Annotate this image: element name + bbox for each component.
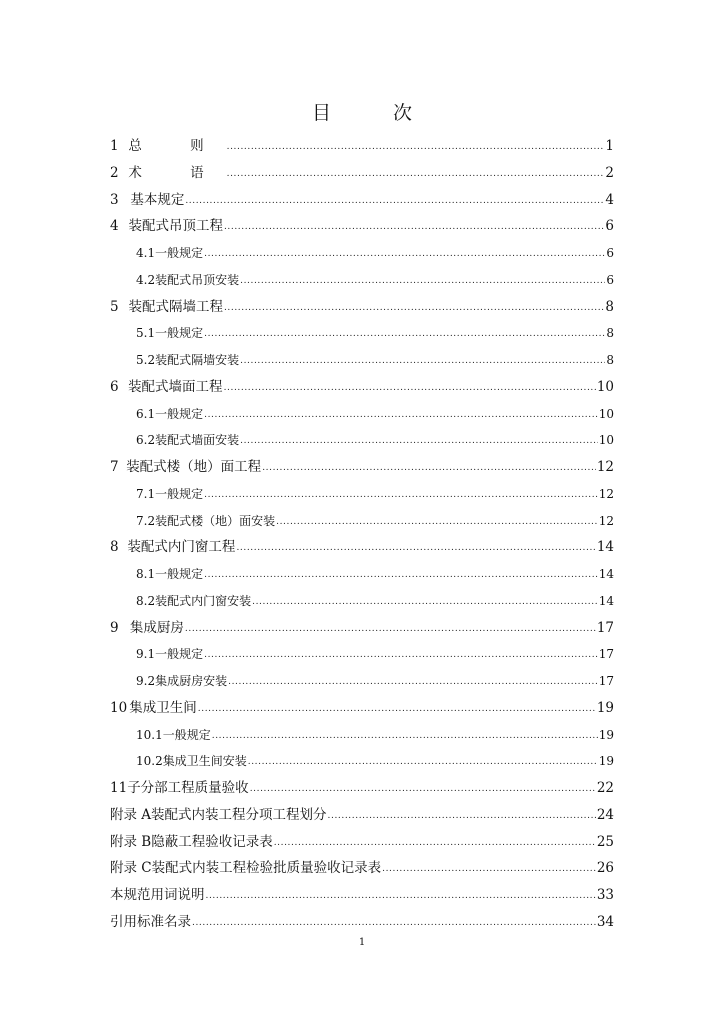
- toc-entry-number: 5.2: [136, 353, 156, 367]
- toc-entry[interactable]: [136, 748, 614, 770]
- toc-entry[interactable]: [110, 213, 614, 235]
- toc-entry-page: 6: [606, 246, 614, 260]
- toc-entry[interactable]: [136, 588, 614, 610]
- toc-entry[interactable]: [136, 320, 614, 342]
- toc-entry-page: 17: [598, 647, 614, 662]
- toc-entry-title: 一般规定: [155, 246, 204, 260]
- toc-dot-leader: [228, 676, 598, 690]
- toc-dot-leader: [192, 917, 596, 931]
- toc-entry[interactable]: [110, 160, 614, 182]
- toc-entry-number: 6.1: [136, 406, 156, 421]
- toc-entry-number: 10.2: [136, 754, 163, 769]
- toc-entry-page: 8: [606, 353, 614, 367]
- toc-entry[interactable]: [110, 454, 614, 476]
- toc-entry-title: 一般规定: [155, 326, 204, 341]
- toc-entry[interactable]: [110, 133, 614, 155]
- toc-entry-title: 本规范用词说明: [110, 887, 205, 903]
- toc-entry-page: 26: [596, 860, 614, 877]
- toc-dot-leader: [274, 837, 596, 851]
- toc-entry-title: 子分部工程质量验收: [127, 780, 249, 796]
- toc-entry[interactable]: [136, 427, 614, 449]
- toc-entry-title: 装配式墙面安装: [155, 433, 240, 448]
- toc-entry-title: 集成卫生间安装: [162, 754, 247, 769]
- toc-entry-page: 4: [605, 191, 614, 208]
- toc-entry-page: 10: [598, 433, 614, 448]
- toc-entry[interactable]: [110, 294, 614, 316]
- toc-dot-leader: [252, 596, 598, 610]
- toc-entry-title: 一般规定: [155, 647, 204, 662]
- toc-dot-leader: [262, 462, 596, 476]
- toc-dot-leader: [204, 569, 598, 583]
- toc-entry-number: 1: [110, 138, 119, 154]
- toc-dot-leader: [248, 756, 598, 770]
- toc-entry[interactable]: [110, 882, 614, 904]
- toc-entry[interactable]: [110, 855, 614, 877]
- toc-entry-page: 34: [596, 913, 614, 930]
- toc-entry-number: 7: [110, 459, 119, 475]
- page-title: 目 次: [311, 102, 441, 124]
- toc-dot-leader: [204, 328, 605, 342]
- toc-entry[interactable]: [110, 695, 614, 717]
- toc-entry-number: 8.2: [136, 593, 156, 608]
- toc-entry-number: 3: [110, 191, 119, 208]
- toc-entry[interactable]: [136, 481, 614, 503]
- toc-entry-title: 装配式隔墙安装: [155, 353, 240, 367]
- toc-entry-title: 装配式内装工程检验批质量验收记录表: [151, 860, 382, 877]
- toc-dot-leader: [212, 730, 598, 744]
- toc-entry[interactable]: [110, 187, 614, 209]
- toc-entry-number: 11: [110, 780, 128, 796]
- toc-entry-title: 一般规定: [155, 567, 204, 581]
- toc-entry-number: 5.1: [136, 326, 156, 341]
- toc-entry-title: 一般规定: [162, 727, 211, 742]
- toc-entry[interactable]: [110, 534, 614, 556]
- toc-entry-page: 22: [596, 780, 614, 796]
- toc-entry-page: 14: [596, 539, 614, 556]
- toc-dot-leader: [236, 542, 595, 556]
- toc-entry-title: 装配式隔墙工程: [128, 298, 223, 315]
- toc-dot-leader: [328, 810, 596, 824]
- toc-entry-page: 19: [596, 699, 614, 716]
- toc-entry-page: 17: [598, 674, 614, 688]
- toc-entry-title: 集成卫生间: [129, 699, 197, 716]
- toc-entry-page: 19: [598, 754, 614, 769]
- toc-entry-page: 6: [605, 218, 614, 235]
- toc-entry-title: 集成厨房安装: [155, 674, 228, 688]
- toc-entry-number: 附录 A: [110, 806, 152, 823]
- toc-entry-title: 装配式内装工程分项工程划分: [151, 806, 327, 823]
- toc-entry-title: 装配式墙面工程: [128, 378, 223, 395]
- toc-entry-page: 10: [598, 406, 614, 421]
- toc-entry-number: 8.1: [136, 567, 156, 581]
- toc-entry-number: 9.1: [136, 647, 156, 662]
- toc-dot-leader: [224, 221, 604, 235]
- toc-entry-page: 14: [598, 567, 614, 581]
- toc-entry[interactable]: [136, 347, 614, 369]
- toc-entry-title: 总 则: [128, 138, 226, 154]
- toc-entry-page: 12: [598, 486, 614, 501]
- toc-entry[interactable]: [136, 722, 614, 744]
- toc-entry-number: 7.2: [136, 513, 156, 528]
- toc-entry-number: 8: [110, 539, 119, 556]
- toc-entry[interactable]: [136, 240, 614, 262]
- toc-entry-title: 隐蔽工程验收记录表: [151, 833, 273, 850]
- toc-entry-page: 6: [606, 272, 614, 287]
- toc-entry-title: 装配式楼（地）面安装: [155, 513, 276, 528]
- toc-entry[interactable]: [136, 668, 614, 690]
- toc-entry-number: 4: [110, 218, 119, 235]
- toc-dot-leader: [227, 141, 605, 155]
- toc-entry-title: 装配式吊顶安装: [155, 272, 240, 287]
- toc-entry[interactable]: [136, 401, 614, 423]
- toc-entry-page: 14: [598, 593, 614, 608]
- toc-entry-title: 基本规定: [130, 191, 185, 208]
- toc-entry-page: 12: [598, 513, 614, 528]
- toc-entry[interactable]: [110, 374, 614, 396]
- toc-entry[interactable]: [136, 508, 614, 530]
- toc-entry-page: 8: [605, 298, 614, 315]
- toc-dot-leader: [382, 863, 596, 877]
- toc-entry-number: 4.1: [136, 246, 156, 260]
- toc-entry[interactable]: [110, 909, 614, 931]
- toc-entry-title: 一般规定: [155, 406, 204, 421]
- toc-entry[interactable]: [136, 561, 614, 583]
- toc-entry-number: 6: [110, 378, 119, 395]
- toc-dot-leader: [224, 302, 604, 316]
- toc-entry-title: 集成厨房: [129, 619, 184, 636]
- toc-dot-leader: [250, 783, 596, 797]
- toc-entry-number: 6.2: [136, 433, 156, 448]
- toc-entry-title: 装配式楼（地）面工程: [126, 459, 262, 475]
- toc-entry-page: 10: [596, 378, 614, 395]
- toc-dot-leader: [206, 890, 596, 904]
- toc-entry-page: 17: [596, 619, 614, 636]
- toc-entry-number: 2: [110, 164, 119, 181]
- toc-entry-number: 附录 C: [110, 860, 152, 877]
- toc-entry-title: 装配式内门窗安装: [155, 593, 252, 608]
- toc-entry-page: 8: [606, 326, 614, 341]
- toc-dot-leader: [198, 703, 596, 717]
- toc-entry-number: 7.1: [136, 486, 156, 501]
- toc-entry-page: 33: [596, 887, 614, 903]
- toc-entry-number: 9.2: [136, 674, 156, 688]
- toc-dot-leader: [204, 489, 598, 503]
- toc-entry-number: 10.1: [136, 727, 163, 742]
- toc-entry-number: 9: [110, 619, 119, 636]
- toc-entry[interactable]: [110, 829, 614, 851]
- toc-dot-leader: [185, 195, 604, 209]
- toc-entry-page: 24: [596, 806, 614, 823]
- toc-entry[interactable]: [110, 615, 614, 637]
- toc-entry-number: 5: [110, 298, 119, 315]
- toc-dot-leader: [224, 382, 596, 396]
- toc-dot-leader: [240, 275, 605, 289]
- toc-entry-page: 19: [598, 727, 614, 742]
- toc-entry-number: 4.2: [136, 272, 156, 287]
- toc-dot-leader: [185, 623, 596, 637]
- toc-entry[interactable]: [136, 267, 614, 289]
- toc-entry[interactable]: [136, 641, 614, 663]
- toc-entry-page: 12: [596, 459, 614, 475]
- toc-dot-leader: [204, 649, 598, 663]
- toc-entry-page: 1: [605, 138, 614, 154]
- toc-entry-page: 25: [596, 833, 614, 850]
- toc-entry-title: 引用标准名录: [110, 913, 191, 930]
- toc-entry-number: 10: [110, 699, 128, 716]
- toc-entry-title: 术 语: [128, 164, 226, 181]
- toc-entry-number: 附录 B: [110, 833, 152, 850]
- toc-dot-leader: [240, 355, 605, 369]
- toc-entry-title: 装配式吊顶工程: [128, 218, 223, 235]
- toc-entry[interactable]: [110, 802, 614, 824]
- toc-entry-title: 装配式内门窗工程: [127, 539, 236, 556]
- toc-entry-page: 2: [605, 164, 614, 181]
- toc-dot-leader: [240, 435, 598, 449]
- toc-dot-leader: [276, 516, 598, 530]
- toc-dot-leader: [227, 168, 605, 182]
- page-number: 1: [358, 937, 366, 948]
- toc-entry[interactable]: [110, 775, 614, 797]
- toc-entry-title: 一般规定: [155, 486, 204, 501]
- toc-dot-leader: [204, 248, 605, 262]
- toc-dot-leader: [204, 409, 598, 423]
